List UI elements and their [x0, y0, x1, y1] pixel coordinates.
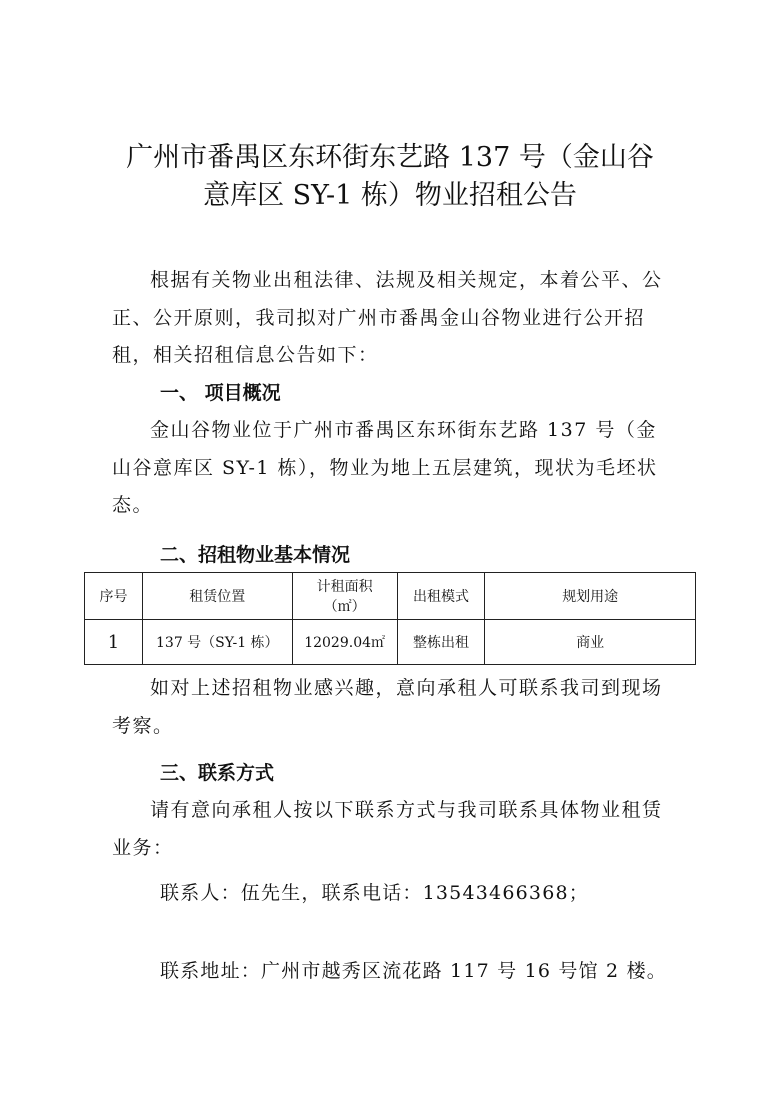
header-location: 租赁位置: [142, 573, 292, 620]
cell-area: 12029.04㎡: [292, 620, 397, 665]
cell-seq: 1: [85, 620, 143, 665]
header-area-unit: （㎡）: [323, 599, 366, 615]
cell-mode: 整栋出租: [397, 620, 485, 665]
table-row: [85, 620, 696, 665]
section-3-body: 请有意向承租人按以下联系方式与我司联系具体物业租赁业务：: [112, 799, 663, 859]
document-title-line-1: 广州市番禺区东环街东艺路 137 号（金山谷: [126, 142, 654, 173]
section-1-body: 金山谷物业位于广州市番禺区东环街东艺路 137 号（金山谷意库区 SY-1 栋），物业为地上五层建筑，现状为毛坯状态。: [112, 419, 658, 516]
section-3-heading: 三、联系方式: [160, 762, 275, 784]
intro-paragraph: 根据有关物业出租法律、法规及相关规定，本着公平、公正、公开原则，我司拟对广州市番禺金山谷物业进行公开招租，相关招租信息公告如下：: [112, 269, 663, 366]
table-header-row: [85, 573, 696, 620]
header-area: [292, 573, 397, 620]
header-area-label: 计租面积: [316, 579, 373, 595]
cell-use: 商业: [485, 620, 696, 665]
document-title-line-2: 意库区 SY-1 栋）物业招租公告: [203, 180, 577, 211]
section-1-heading: 一、 项目概况: [160, 382, 281, 404]
section-2-note: 如对上述招租物业感兴趣，意向承租人可联系我司到现场考察。: [112, 677, 663, 737]
cell-location: 137 号（SY-1 栋）: [142, 620, 292, 665]
header-seq: 序号: [85, 573, 143, 620]
rental-property-table: [84, 572, 696, 665]
section-2-heading: 二、招租物业基本情况: [160, 544, 351, 566]
contact-line: 联系人：伍先生，联系电话：13543466368；: [160, 882, 589, 904]
address-line: 联系地址：广州市越秀区流花路 117 号 16 号馆 2 楼。: [160, 960, 667, 982]
header-use: 规划用途: [485, 573, 696, 620]
header-mode: 出租模式: [397, 573, 485, 620]
